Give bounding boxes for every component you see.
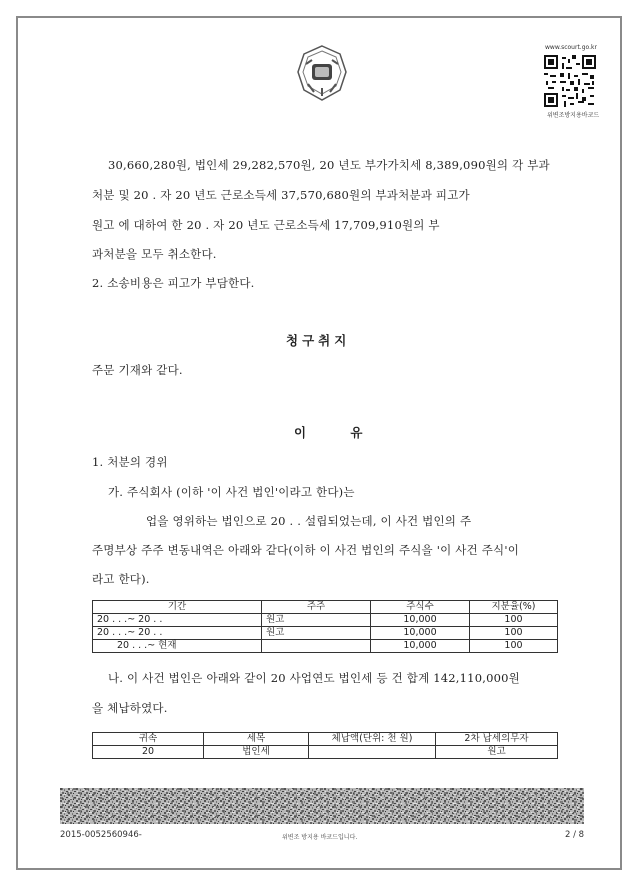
table-header-cell: 주식수 — [371, 601, 470, 614]
table-cell: 원고 — [262, 627, 371, 640]
table-header-cell: 지분율(%) — [470, 601, 558, 614]
table-header-cell: 주주 — [262, 601, 371, 614]
table-row — [93, 614, 558, 627]
table-cell: 원고 — [262, 614, 371, 627]
paragraph-line: 과처분을 모두 취소한다. — [92, 247, 217, 261]
table-cell: 20 . . .~ 현재 — [93, 640, 262, 653]
paragraph-line: 라고 한다). — [92, 572, 150, 586]
table-header-cell: 2차 납세의무자 — [436, 733, 558, 746]
paragraph-line: 업을 영위하는 법인으로 20 . . 설립되었는데, 이 사건 법인의 주 — [146, 514, 472, 528]
table-row — [93, 640, 558, 653]
table-header-cell: 귀속 — [93, 733, 204, 746]
table-cell: 20 . . .~ 20 . . — [93, 614, 262, 627]
shareholder-table — [92, 600, 558, 653]
qr-code-icon — [544, 55, 596, 107]
table-cell: 10,000 — [371, 614, 470, 627]
paragraph-line: 가. 주식회사 (이하 '이 사건 법인'이라고 한다)는 — [108, 485, 355, 499]
table-cell: 100 — [470, 614, 558, 627]
arrears-table — [92, 732, 558, 759]
section-title: 1. 처분의 경위 — [92, 455, 168, 469]
table-cell: 10,000 — [371, 640, 470, 653]
table-header-row — [93, 733, 558, 746]
table-cell: 원고 — [436, 746, 558, 759]
table-cell: 20 . . .~ 20 . . — [93, 627, 262, 640]
paragraph-line: 나. 이 사건 법인은 아래와 같이 20 사업연도 법인세 등 건 합계 142,110,000원 — [108, 671, 520, 685]
table-row — [93, 746, 558, 759]
paragraph-line: 주문 기재와 같다. — [92, 363, 183, 377]
section-heading-claim: 청구취지 — [286, 333, 351, 348]
table-header-cell: 기간 — [93, 601, 262, 614]
paragraph-line: 원고 에 대하여 한 20 . 자 20 년도 근로소득세 17,709,910원의 부 — [92, 218, 440, 232]
document-number: 2015-0052560946- — [60, 830, 142, 840]
paragraph-line: 주명부상 주주 변동내역은 아래와 같다(이하 이 사건 법인의 주식을 '이 사건 주식'이 — [92, 543, 520, 557]
table-cell: 10,000 — [371, 627, 470, 640]
qr-site-label: www.scourt.go.kr — [545, 44, 597, 51]
paragraph-line: 처분 및 20 . 자 20 년도 근로소득세 37,570,680원의 부과처분과 피고가 — [92, 188, 470, 202]
barcode-notice: 위변조 방지용 바코드입니다. — [282, 834, 358, 841]
table-cell: 100 — [470, 627, 558, 640]
table-cell — [262, 640, 371, 653]
table-header-cell: 체납액(단위: 천 원) — [309, 733, 436, 746]
page-number: 2 / 8 — [565, 830, 585, 840]
paragraph-line: 을 체납하였다. — [92, 701, 168, 715]
qr-caption: 위변조방지용바코드 — [547, 112, 600, 119]
section-heading-reason: 이 유 — [294, 425, 383, 440]
paragraph-line: 2. 소송비용은 피고가 부담한다. — [92, 276, 255, 290]
paragraph-line: 30,660,280원, 법인세 29,282,570원, 20 년도 부가가치세 8,389,090원의 각 부과 — [108, 158, 550, 172]
court-seal-icon — [296, 44, 348, 102]
table-cell — [309, 746, 436, 759]
table-row — [93, 627, 558, 640]
table-cell: 법인세 — [204, 746, 309, 759]
anti-forgery-barcode — [60, 788, 584, 824]
table-header-row — [93, 601, 558, 614]
table-cell: 100 — [470, 640, 558, 653]
table-cell: 20 — [93, 746, 204, 759]
table-header-cell: 세목 — [204, 733, 309, 746]
